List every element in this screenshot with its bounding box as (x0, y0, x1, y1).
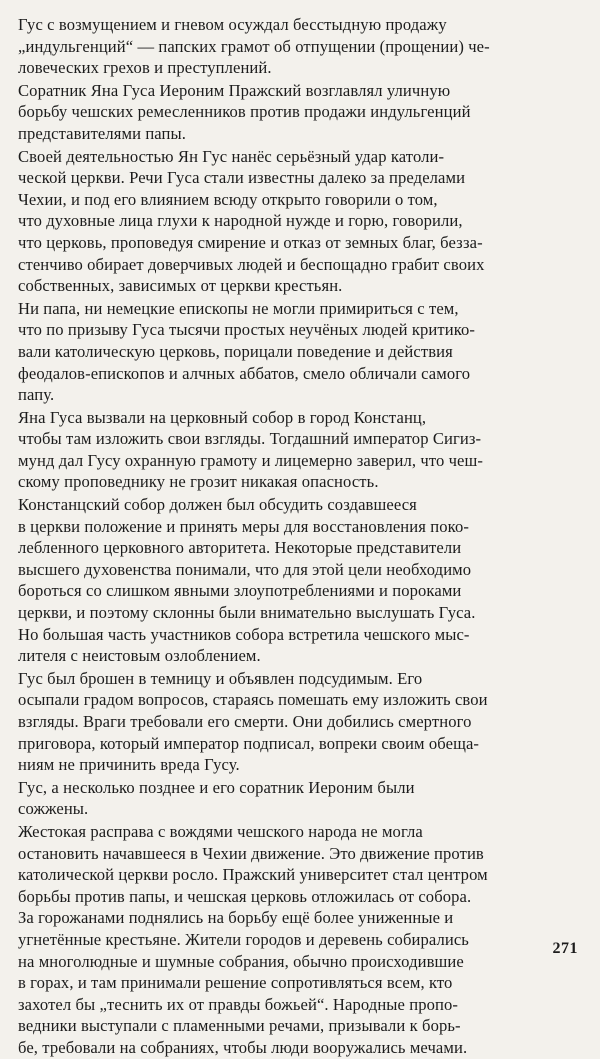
paragraph-5: Яна Гуса вызвали на церковный собор в город Констанц, чтобы там изложить свои взгляды. Тогдашний император Сигиз- мунд дал Гусу охранную грамоту и лицемерно заверил, что чеш- скому проповеднику не грозит никакая опасность. (18, 407, 484, 492)
paragraph-7: Гус был брошен в темницу и объявлен подсудимым. Его осыпали градом вопросов, стараясь помешать ему изложить свои взгляды. Враги требовали его смерти. Они добились смертного приговора, который император подписал, вопреки своим обеща- ниям не причинить вреда Гусу. (18, 668, 488, 775)
paragraph-4: Ни папа, ни немецкие епископы не могли примириться с тем, что по призыву Гуса тысячи простых неучёных людей критико- вали католическую церковь, порицали поведение и действия феодалов-епископов и алчных аббатов, смело обличали самого папу. (18, 298, 476, 405)
main-text (18, 14, 578, 1059)
paragraph-3: Своей деятельностью Ян Гус нанёс серьёзный удар католи- ческой церкви. Речи Гуса стали известны далеко за пределами Чехии, и под его влиянием всюду открыто говорили о том, что духовные лица глухи к народной нужде и горю, говорили, что церковь, проповедуя смирение и отказ от земных благ, безза- стенчиво обирает доверчивых людей и беспощадно грабит своих собственных, зависимых от церкви крестьян. (18, 146, 485, 296)
paragraph-2: Соратник Яна Гуса Иероним Пражский возглавлял уличную борьбу чешских ремесленников против продажи индульгенций представителями папы. (18, 80, 471, 143)
paragraph-9: Жестокая расправа с вождями чешского народа не могла остановить начавшееся в Чехии движение. Это движение против католической церкви росло. Пражский университет стал центром борьбы против папы, и чешская церковь отложилась от собора. За горожанами поднялись на борьбу ещё более униженные и угнетённые крестьяне. Жители городов и деревень собирались на многолюдные и шумные собрания, обычно происходившие в горах, и там принимали решение сопротивляться всем, кто захотел бы „теснить их от правды божьей“. Народные пропо- ведники выступали с пламенными речами, призывали к борь- бе, требовали на собраниях, чтобы люди вооружались мечами. (18, 821, 488, 1057)
paragraph-1: Гус с возмущением и гневом осуждал бесстыдную продажу „индульгенций“ — папских грамот об отпущении (прощении) че- ловеческих грехов и преступлений. (18, 15, 490, 78)
paragraph-8: Гус, а несколько позднее и его соратник Иероним были сожжены. (18, 777, 415, 819)
page-number: 271 (552, 940, 578, 957)
paragraph-6: Констанцский собор должен был обсудить создавшееся в церкви положение и принять меры для восстановления поко- лебленного церковного авторитета. Некоторые представители высшего духовенства понимали, что для этой цели необходимо бороться со слишком явными злоупотреблениями и пороками церкви, и поэтому склонны были внимательно выслушать Гуса. Но большая часть участников собора встретила чешского мыс- лителя с неистовым озлоблением. (18, 495, 476, 666)
